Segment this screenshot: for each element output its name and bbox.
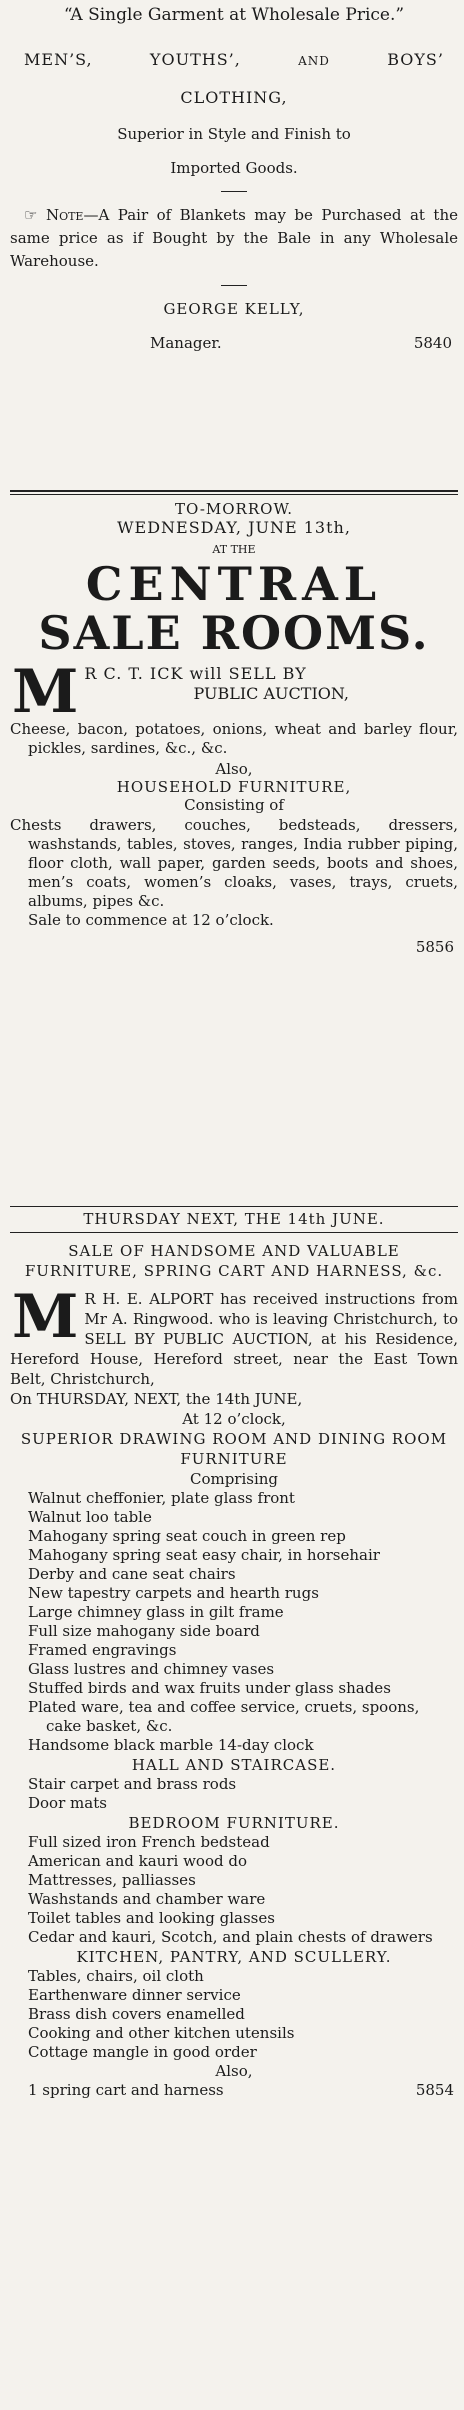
list-item: Handsome black marble 14-day clock <box>28 1736 314 1754</box>
list-item: Washstands and chamber ware <box>28 1890 266 1908</box>
list-item: Cedar and kauri, Scotch, and plain chests of drawers <box>28 1928 433 1946</box>
note-text: —A Pair of Blankets may be Purchased at the same price as if Bought by the Bale in any Wholesale Warehouse. <box>10 206 458 270</box>
last-item-line <box>10 2081 458 2101</box>
list-item: Stair carpet and brass rods <box>28 1775 237 1793</box>
separator-rule <box>221 285 247 286</box>
ad-divider <box>10 490 458 495</box>
manager-title: Manager. <box>150 334 222 352</box>
consisting-label: Consisting of <box>184 796 284 814</box>
list-item: Full size mahogany side board <box>28 1622 260 1640</box>
list-item: Derby and cane seat chairs <box>28 1565 236 1583</box>
dropcap-m: M <box>12 1289 79 1352</box>
central-title: CENTRAL <box>85 557 383 611</box>
signature-line <box>10 334 458 358</box>
manager-name: GEORGE KELLY, <box>163 300 305 318</box>
ad-tagline: “A Single Garment at Wholesale Price.” <box>63 5 405 25</box>
note-paragraph <box>10 204 458 273</box>
sale-date: WEDNESDAY, JUNE 13th, <box>117 518 351 537</box>
list-item: Walnut cheffonier, plate glass front <box>28 1489 295 1507</box>
drawing-room-heading: SUPERIOR DRAWING ROOM AND DINING ROOM FURNITURE <box>20 1430 448 1468</box>
superior-line: Superior in Style and Finish to <box>117 125 351 143</box>
last-item: 1 spring cart and harness <box>28 2081 224 2099</box>
imported-line: Imported Goods. <box>170 159 298 177</box>
list-item: Door mats <box>28 1794 107 1812</box>
ad-divider <box>10 1206 458 1207</box>
bedroom-items <box>10 1833 458 1947</box>
note-label: Note <box>45 206 84 224</box>
tomorrow-heading: TO-MORROW. <box>174 500 294 518</box>
dropcap-m: M <box>12 664 79 718</box>
separator-rule <box>10 1232 458 1233</box>
list-item: Large chimney glass in gilt frame <box>28 1603 284 1621</box>
hall-items <box>10 1775 458 1813</box>
list-item: Cooking and other kitchen utensils <box>28 2024 295 2042</box>
list-item: Walnut loo table <box>28 1508 152 1526</box>
ad-number: 5840 <box>413 334 452 352</box>
youths-label: YOUTHS’, <box>149 50 241 69</box>
auctioneer-line: R C. T. ICK will SELL BY <box>84 664 307 683</box>
thursday-heading: THURSDAY NEXT, THE 14th JUNE. <box>83 1210 385 1228</box>
household-heading: HOUSEHOLD FURNITURE, <box>116 778 352 796</box>
public-auction-line: PUBLIC AUCTION, <box>193 684 349 703</box>
list-item: Plated ware, tea and coffee service, cruets, spoons, cake basket, &c. <box>28 1698 420 1735</box>
list-item: Cottage mangle in good order <box>28 2043 257 2061</box>
list-item: Earthenware dinner service <box>28 1986 241 2004</box>
pointing-hand-icon: ☞ <box>24 206 38 224</box>
auction-intro <box>10 664 458 718</box>
list-item: Mahogany spring seat couch in green rep <box>28 1527 346 1545</box>
sale-rooms-title: SALE ROOMS. <box>38 606 430 660</box>
list-item: Framed engravings <box>28 1641 177 1659</box>
alport-intro-text: R H. E. ALPORT has received instructions from Mr A. Ringwood. who is leaving Christchurch, to SELL BY PUBLIC AUCTION, at his Residence, Hereford House, Hereford street, near the East Town Belt, Christchurch, <box>10 1290 458 1388</box>
also-label: Also, <box>215 2062 253 2080</box>
kitchen-items <box>10 1967 458 2062</box>
list-item: Glass lustres and chimney vases <box>28 1660 275 1678</box>
list-item: Mahogany spring seat easy chair, in horsehair <box>28 1546 380 1564</box>
sale-heading: SALE OF HANDSOME AND VALUABLE FURNITURE, SPRING CART AND HARNESS, &c. <box>24 1242 444 1280</box>
and-label: AND <box>298 54 330 68</box>
list-item: Mattresses, palliasses <box>28 1871 196 1889</box>
kitchen-heading: KITCHEN, PANTRY, AND SCULLERY. <box>76 1948 392 1966</box>
list-item: Tables, chairs, oil cloth <box>28 1967 204 1985</box>
boys-label: BOYS’ <box>387 50 444 69</box>
at-the-label: AT THE <box>212 543 256 556</box>
commence-line: Sale to commence at 12 o’clock. <box>28 911 274 929</box>
ad-central-sale-rooms <box>10 500 458 956</box>
ad-clothing <box>10 0 458 358</box>
list-item: Full sized iron French bedstead <box>28 1833 270 1851</box>
separator-rule <box>221 191 247 192</box>
ad-alport-auction <box>10 1210 458 2101</box>
bedroom-heading: BEDROOM FURNITURE. <box>128 1814 340 1832</box>
at-noon-line: At 12 o’clock, <box>182 1410 286 1428</box>
list-item: Toilet tables and looking glasses <box>28 1909 275 1927</box>
drawing-room-items <box>10 1489 458 1755</box>
on-thursday-line: On THURSDAY, NEXT, the 14th JUNE, <box>10 1390 303 1408</box>
ad-number: 5856 <box>415 938 454 956</box>
clothing-categories <box>10 50 458 72</box>
list-item: New tapestry carpets and hearth rugs <box>28 1584 319 1602</box>
clothing-heading: CLOTHING, <box>180 88 288 107</box>
also-label: Also, <box>215 760 253 778</box>
alport-intro <box>10 1289 458 1389</box>
ad-number: 5854 <box>415 2081 454 2099</box>
list-item: Stuffed birds and wax fruits under glass shades <box>28 1679 391 1697</box>
furniture-list: Chests drawers, couches, bedsteads, dressers, washstands, tables, stoves, ranges, India rubber piping, floor cloth, wall paper, garden seeds, boots and shoes, men’s coats, women’s cloaks, vases, trays, cruets, albums, pipes &c. <box>10 816 458 910</box>
mens-label: MEN’S, <box>24 50 93 69</box>
list-item: Brass dish covers enamelled <box>28 2005 245 2023</box>
hall-heading: HALL AND STAIRCASE. <box>131 1756 337 1774</box>
goods-list: Cheese, bacon, potatoes, onions, wheat and barley flour, pickles, sardines, &c., &c. <box>10 720 458 757</box>
comprising-label: Comprising <box>189 1470 279 1488</box>
list-item: American and kauri wood do <box>28 1852 247 1870</box>
